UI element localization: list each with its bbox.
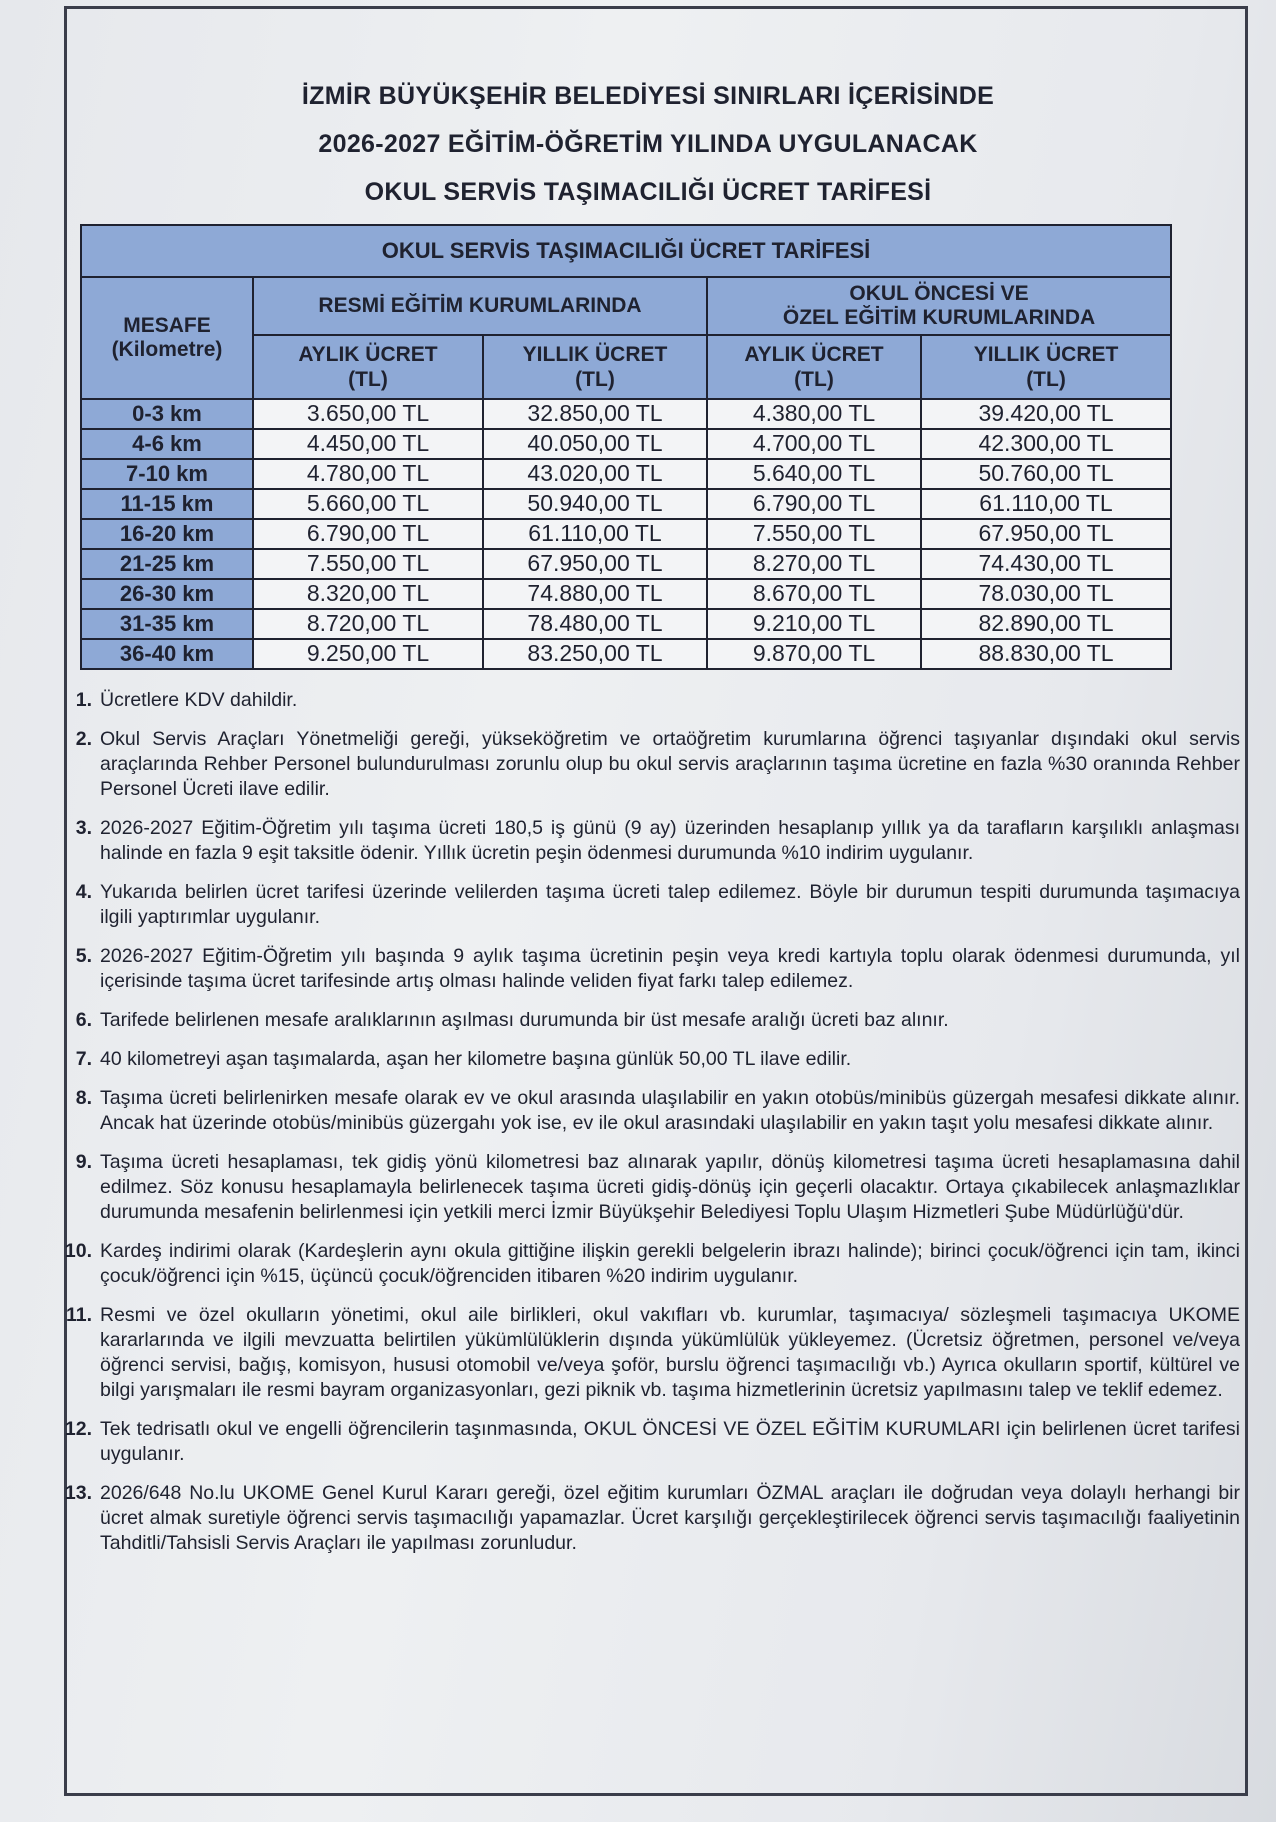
table-row xyxy=(81,459,1171,489)
title-line-3: OKUL SERVİS TAŞIMACILIĞI ÜCRET TARİFESİ xyxy=(364,178,932,206)
col-header-unit: (TL) xyxy=(348,367,388,391)
group-header-public: RESMİ EĞİTİM KURUMLARINDA xyxy=(253,277,707,335)
public-monthly-cell: 9.250,00 TL xyxy=(253,639,483,669)
note-text: 2026/648 No.lu UKOME Genel Kurul Kararı gereği, özel eğitim kurumları ÖZMAL araçları ile doğrudan veya dolaylı herhangi bir ücret almak suretiyle öğrenci servis taşımacılığı yapamazlar. Ücret karşılığı gerçekleştirilecek öğrenci servis taşımacılığı faaliyetinin Tahditli/Tahsisli Servis Araçları ile yapılması zorunludur. xyxy=(100,1482,1240,1554)
note-text: Tek tedrisatlı okul ve engelli öğrencilerin taşınmasında, OKUL ÖNCESİ VE ÖZEL EĞİTİM KURUMLARI için belirlenen ücret tarifesi uygulanır. xyxy=(100,1418,1240,1465)
note-text: Taşıma ücreti hesaplaması, tek gidiş yönü kilometresi baz alınarak yapılır, dönüş kilometresi taşıma ücreti hesaplamasına dahil edilmez. Söz konusu hesaplamayla belirlenecek taşıma ücreti gidiş-dönüş için geçerli olacaktır. Ortaya çıkabilecek anlaşmazlıklar durumunda mesafenin belirlenmesi için yetkili merci İzmir Büyükşehir Belediyesi Toplu Ulaşım Hizmetleri Şube Müdürlüğü'dür. xyxy=(100,1151,1240,1223)
public-yearly-cell: 83.250,00 TL xyxy=(483,639,707,669)
table-row xyxy=(81,489,1171,519)
note-item xyxy=(40,880,1240,930)
private-monthly-cell: 9.210,00 TL xyxy=(707,609,921,639)
note-item xyxy=(40,1481,1240,1556)
public-yearly-cell: 40.050,00 TL xyxy=(483,429,707,459)
note-text: Resmi ve özel okulların yönetimi, okul aile birlikleri, okul vakıfları vb. kurumlar, taşımacıya/ sözleşmeli taşımacıya UKOME kararlarında ve ilgili mevzuatta belirtilen yükümlülüklerin dışında yükümlülük yükleyemez. (Ücretsiz öğretmen, personel ve/veya öğrenci servisi, bağış, komisyon, hususi otomobil ve/veya şoför, burslu öğrenci taşımacılığı vb.) Ayrıca okulların sportif, kültürel ve bilgi yarışmaları ile resmi bayram organizasyonları, gezi piknik vb. taşıma hizmetlerinin ücretsiz yapılmasını talep ve teklif edemez. xyxy=(100,1304,1240,1401)
distance-header-unit: (Kilometre) xyxy=(111,337,223,361)
distance-cell: 11-15 km xyxy=(81,489,253,519)
public-monthly-cell: 8.320,00 TL xyxy=(253,579,483,609)
note-text: Kardeş indirimi olarak (Kardeşlerin aynı okula gittiğine ilişkin gerekli belgelerin ibrazı halinde); birinci çocuk/öğrenci için tam, ikinci çocuk/öğrenci için %15, üçüncü çocuk/öğrenciden itibaren %20 indirim uygulanır. xyxy=(100,1240,1240,1287)
note-item xyxy=(40,1086,1240,1136)
public-yearly-cell: 61.110,00 TL xyxy=(483,519,707,549)
table-row xyxy=(81,429,1171,459)
public-yearly-cell: 50.940,00 TL xyxy=(483,489,707,519)
note-item xyxy=(40,816,1240,866)
public-monthly-cell: 4.450,00 TL xyxy=(253,429,483,459)
note-number: 5. xyxy=(75,945,92,967)
table-row xyxy=(81,519,1171,549)
public-monthly-cell: 4.780,00 TL xyxy=(253,459,483,489)
col-header-label: AYLIK ÜCRET xyxy=(298,342,438,366)
note-text: 40 kilometreyi aşan taşımalarda, aşan her kilometre başına günlük 50,00 TL ilave edilir. xyxy=(100,1048,852,1070)
group-header-private-line2: ÖZEL EĞİTİM KURUMLARINDA xyxy=(782,305,1096,329)
col-header-unit: (TL) xyxy=(1026,367,1066,391)
note-number: 7. xyxy=(75,1048,92,1070)
note-item xyxy=(40,1303,1240,1403)
fare-rows xyxy=(81,399,1171,669)
col-header-public-yearly xyxy=(483,335,707,399)
note-number: 2. xyxy=(75,728,92,750)
private-monthly-cell: 4.380,00 TL xyxy=(707,399,921,429)
note-item xyxy=(40,727,1240,802)
distance-cell: 26-30 km xyxy=(81,579,253,609)
note-number: 9. xyxy=(75,1151,92,1173)
note-text: Taşıma ücreti belirlenirken mesafe olarak ev ve okul arasında ulaşılabilir en yakın otobüs/minibüs güzergah mesafesi dikkate alınır. Ancak hat üzerinde otobüs/minibüs güzergahı yok ise, ev ile okul arasındaki ulaşılabilir en yakın taşıt yolu mesafesi dikkate alınır. xyxy=(100,1087,1240,1134)
distance-header xyxy=(81,277,253,399)
private-monthly-cell: 9.870,00 TL xyxy=(707,639,921,669)
note-number: 10. xyxy=(64,1240,92,1262)
private-yearly-cell: 82.890,00 TL xyxy=(921,609,1171,639)
table-row xyxy=(81,579,1171,609)
col-header-label: AYLIK ÜCRET xyxy=(744,342,884,366)
private-monthly-cell: 8.270,00 TL xyxy=(707,549,921,579)
table-row xyxy=(81,609,1171,639)
private-yearly-cell: 74.430,00 TL xyxy=(921,549,1171,579)
note-item xyxy=(40,1417,1240,1467)
note-number: 13. xyxy=(64,1482,92,1504)
public-yearly-cell: 74.880,00 TL xyxy=(483,579,707,609)
fare-table xyxy=(80,224,1172,670)
col-header-unit: (TL) xyxy=(794,367,834,391)
note-item xyxy=(40,1150,1240,1225)
note-text: 2026-2027 Eğitim-Öğretim yılı başında 9 aylık taşıma ücretinin peşin veya kredi kartıyla toplu olarak ödenmesi durumunda, yıl içerisinde taşıma ücret tarifesinde artış olması halinde veliden fiyat farkı talep edilemez. xyxy=(100,945,1240,992)
table-row xyxy=(81,639,1171,669)
private-monthly-cell: 7.550,00 TL xyxy=(707,519,921,549)
col-header-private-yearly xyxy=(921,335,1171,399)
title-line-2: 2026-2027 EĞİTİM-ÖĞRETİM YILINDA UYGULANACAK xyxy=(318,130,978,158)
distance-cell: 36-40 km xyxy=(81,639,253,669)
document-title xyxy=(0,72,1276,216)
private-monthly-cell: 5.640,00 TL xyxy=(707,459,921,489)
public-yearly-cell: 67.950,00 TL xyxy=(483,549,707,579)
private-monthly-cell: 4.700,00 TL xyxy=(707,429,921,459)
distance-cell: 16-20 km xyxy=(81,519,253,549)
public-monthly-cell: 5.660,00 TL xyxy=(253,489,483,519)
private-yearly-cell: 61.110,00 TL xyxy=(921,489,1171,519)
note-number: 3. xyxy=(75,817,92,839)
private-yearly-cell: 42.300,00 TL xyxy=(921,429,1171,459)
distance-cell: 4-6 km xyxy=(81,429,253,459)
private-yearly-cell: 67.950,00 TL xyxy=(921,519,1171,549)
public-monthly-cell: 7.550,00 TL xyxy=(253,549,483,579)
col-header-label: YILLIK ÜCRET xyxy=(522,342,668,366)
private-monthly-cell: 6.790,00 TL xyxy=(707,489,921,519)
public-monthly-cell: 6.790,00 TL xyxy=(253,519,483,549)
note-text: Okul Servis Araçları Yönetmeliği gereği, yükseköğretim ve ortaöğretim kurumlarına öğrenci taşıyanlar dışındaki okul servis araçlarında Rehber Personel bulundurulması zorunlu olup bu okul servis araçlarının taşıma ücretine en fazla %30 oranında Rehber Personel Ücreti ilave edilir. xyxy=(100,728,1240,800)
private-monthly-cell: 8.670,00 TL xyxy=(707,579,921,609)
public-monthly-cell: 3.650,00 TL xyxy=(253,399,483,429)
distance-header-label: MESAFE xyxy=(123,313,211,337)
col-header-private-monthly xyxy=(707,335,921,399)
note-item xyxy=(40,1047,1240,1072)
note-number: 8. xyxy=(75,1087,92,1109)
col-header-label: YILLIK ÜCRET xyxy=(973,342,1119,366)
public-monthly-cell: 8.720,00 TL xyxy=(253,609,483,639)
note-number: 1. xyxy=(75,689,92,711)
col-header-unit: (TL) xyxy=(575,367,615,391)
note-text: Tarifede belirlenen mesafe aralıklarının aşılması durumunda bir üst mesafe aralığı ücreti baz alınır. xyxy=(100,1009,949,1031)
group-header-private xyxy=(707,277,1171,335)
note-text: Ücretlere KDV dahildir. xyxy=(100,689,298,711)
note-item xyxy=(40,944,1240,994)
distance-cell: 31-35 km xyxy=(81,609,253,639)
note-text: 2026-2027 Eğitim-Öğretim yılı taşıma ücreti 180,5 iş günü (9 ay) üzerinden hesaplanıp yıllık ya da tarafların karşılıklı anlaşması halinde en fazla 9 eşit taksitle ödenir. Yıllık ücretin peşin ödenmesi durumunda %10 indirim uygulanır. xyxy=(100,817,1240,864)
public-yearly-cell: 78.480,00 TL xyxy=(483,609,707,639)
note-item xyxy=(40,688,1240,713)
distance-cell: 21-25 km xyxy=(81,549,253,579)
private-yearly-cell: 39.420,00 TL xyxy=(921,399,1171,429)
note-number: 12. xyxy=(64,1418,92,1440)
private-yearly-cell: 50.760,00 TL xyxy=(921,459,1171,489)
note-item xyxy=(40,1008,1240,1033)
note-number: 6. xyxy=(75,1009,92,1031)
table-caption: OKUL SERVİS TAŞIMACILIĞI ÜCRET TARİFESİ xyxy=(81,225,1171,277)
public-yearly-cell: 32.850,00 TL xyxy=(483,399,707,429)
note-number: 11. xyxy=(65,1304,92,1326)
note-item xyxy=(40,1239,1240,1289)
group-header-private-line1: OKUL ÖNCESİ VE xyxy=(849,281,1029,305)
table-row xyxy=(81,549,1171,579)
public-yearly-cell: 43.020,00 TL xyxy=(483,459,707,489)
private-yearly-cell: 88.830,00 TL xyxy=(921,639,1171,669)
notes-list xyxy=(40,688,1240,1570)
private-yearly-cell: 78.030,00 TL xyxy=(921,579,1171,609)
distance-cell: 7-10 km xyxy=(81,459,253,489)
distance-cell: 0-3 km xyxy=(81,399,253,429)
note-text: Yukarıda belirlen ücret tarifesi üzerinde velilerden taşıma ücreti talep edilemez. Böyle bir durumun tespiti durumunda taşımacıya ilgili yaptırımlar uygulanır. xyxy=(100,881,1240,928)
col-header-public-monthly xyxy=(253,335,483,399)
table-row xyxy=(81,399,1171,429)
note-number: 4. xyxy=(75,881,92,903)
title-line-1: İZMİR BÜYÜKŞEHİR BELEDİYESİ SINIRLARI İÇERİSİNDE xyxy=(301,82,995,110)
